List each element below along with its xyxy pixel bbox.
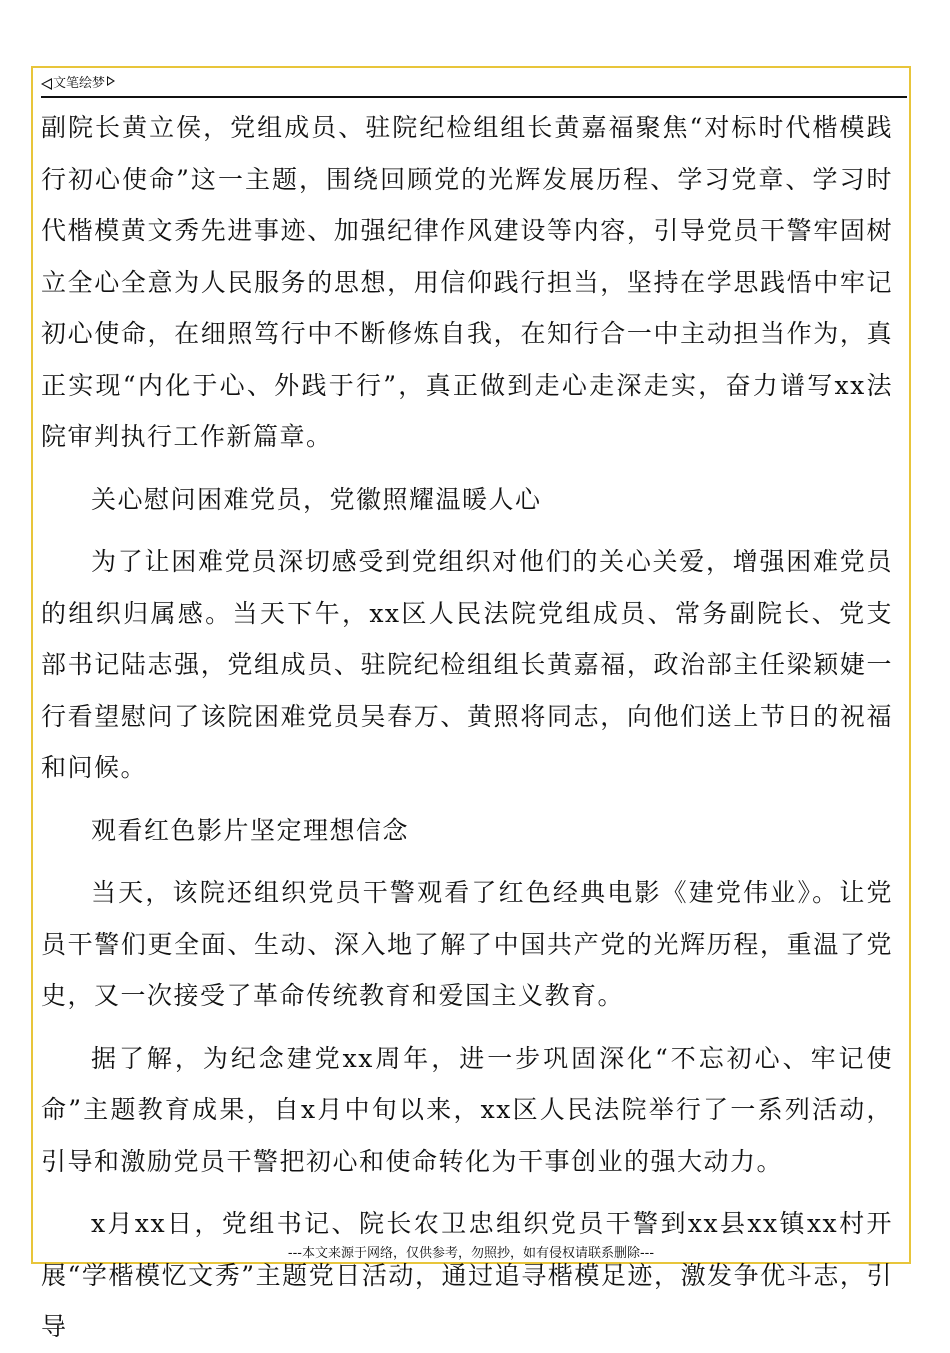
page-header xyxy=(41,74,907,98)
header-brand-text: 文笔绘梦 xyxy=(53,76,106,91)
body-paragraph: 当天，该院还组织党员干警观看了红色经典电影《建党伟业》。让党员干警们更全面、生动、深入地了解了中国共产党的光辉历程，重温了党史，又一次接受了革命传统教育和爱国主义教育。 xyxy=(41,878,893,1010)
section-heading: 观看红色影片坚定理想信念 xyxy=(91,815,410,845)
footer-notice: ---本文来源于网络，仅供参考，勿照抄，如有侵权请联系删除--- xyxy=(287,1246,655,1261)
section-heading: 关心慰问困难党员，党徽照耀温暖人心 xyxy=(91,484,542,514)
body-paragraph: x月xx日，党组书记、院长农卫忠组织党员干警到xx县xx镇xx村开展“学楷模忆文秀”主题党日活动，通过追寻楷模足迹，激发争优斗志，引导 xyxy=(41,1209,893,1341)
triangle-left-icon xyxy=(41,78,52,90)
header-brand xyxy=(41,75,115,93)
triangle-right-icon xyxy=(107,76,115,86)
body-paragraph: 为了让困难党员深切感受到党组织对他们的关心关爱，增强困难党员的组织归属感。当天下午，xx区人民法院党组成员、常务副院长、党支部书记陆志强，党组成员、驻院纪检组组长黄嘉福，政治部主任梁颖婕一行看望慰问了该院困难党员吴春万、黄照将同志，向他们送上节日的祝福和问候。 xyxy=(41,547,893,782)
body-paragraph: 副院长黄立侯，党组成员、驻院纪检组组长黄嘉福聚焦“对标时代楷模践行初心使命”这一主题，围绕回顾党的光辉发展历程、学习党章、学习时代楷模黄文秀先进事迹、加强纪律作风建设等内容，引导党员干警牢固树立全心全意为人民服务的思想，用信仰践行担当，坚持在学思践悟中牢记初心使命，在细照笃行中不断修炼自我，在知行合一中主动担当作为，真正实现“内化于心、外践于行”，真正做到走心走深走实，奋力谱写xx法院审判执行工作新篇章。 xyxy=(41,113,893,451)
document-body xyxy=(41,102,893,1353)
body-paragraph: 据了解，为纪念建党xx周年，进一步巩固深化“不忘初心、牢记使命”主题教育成果，自x月中旬以来，xx区人民法院举行了一系列活动，引导和激励党员干警把初心和使命转化为干事创业的强大动力。 xyxy=(41,1043,893,1176)
